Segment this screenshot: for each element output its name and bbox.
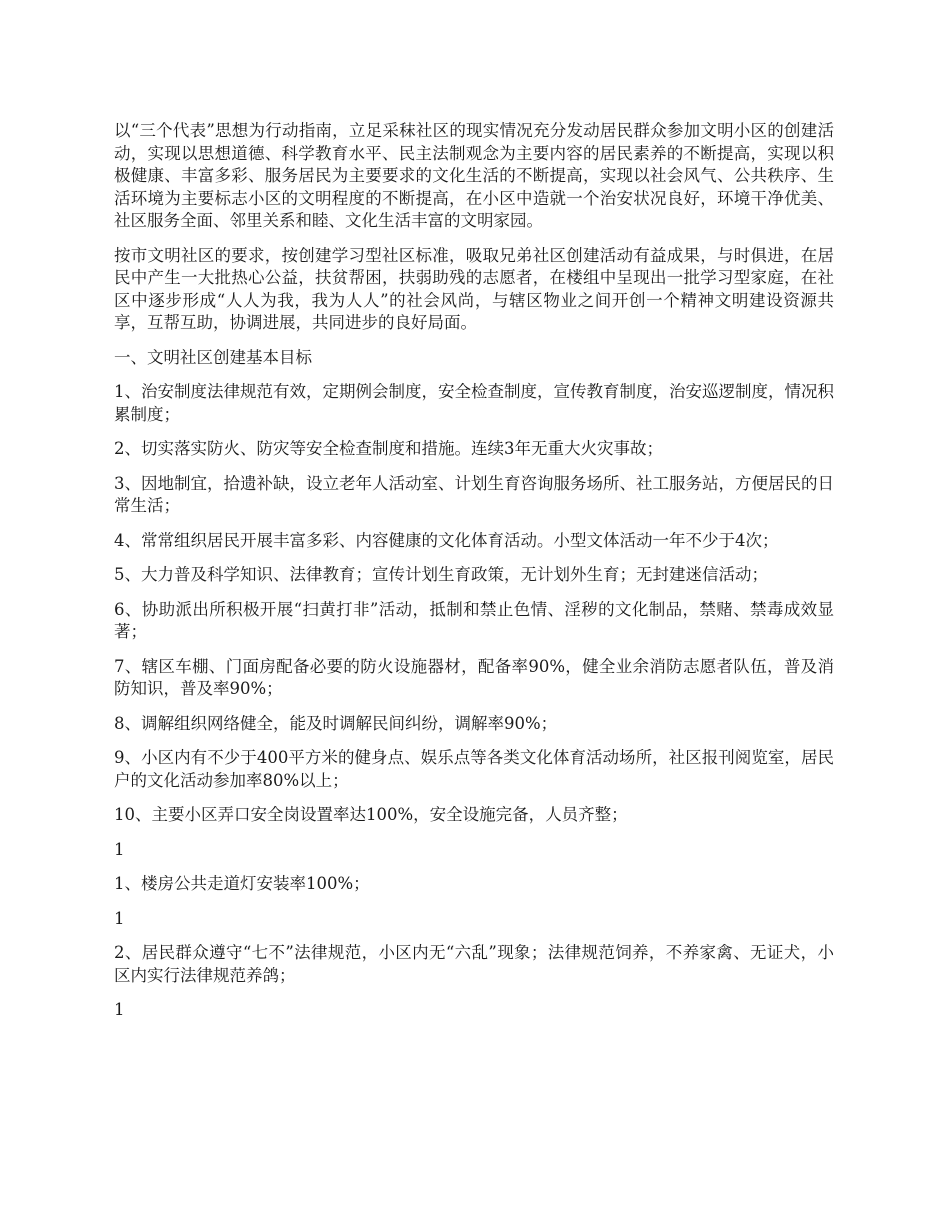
- stray-number: 1: [114, 1000, 125, 1019]
- list-item: 10、主要小区弄口安全岗设置率达100%，安全设施完备，人员齐整；: [114, 805, 628, 824]
- list-item: 2、居民群众遵守“七不”法律规范，小区内无“六乱”现象；法律规范饲养，不养家禽、无证犬，小区内实行法律规范养鸽；: [114, 943, 834, 985]
- list-item: 1、楼房公共走道灯安装率100%；: [114, 874, 370, 893]
- list-item: 7、辖区车棚、门面房配备必要的防火设施器材，配备率90%，健全业余消防志愿者队伍，普及消防知识，普及率90%；: [114, 656, 834, 698]
- intro-paragraph: 以“三个代表”思想为行动指南，立足采秣社区的现实情况充分发动居民群众参加文明小区的创建活动，实现以思想道德、科学教育水平、民主法制观念为主要内容的居民素养的不断提高，实现以积极健康、丰富多彩、服务居民为主要要求的文化生活的不断提高，实现以社会风气、公共秩序、生活环境为主要标志小区的文明程度的不断提高，在小区中造就一个治安状况良好，环境干净优美、社区服务全面、邻里关系和睦、文化生活丰富的文明家园。: [114, 121, 834, 230]
- list-item: 5、大力普及科学知识、法律教育；宣传计划生育政策，无计划外生育；无封建迷信活动；: [114, 565, 768, 584]
- list-item: 2、切实落实防火、防灾等安全检查制度和措施。连续3年无重大火灾事故；: [114, 439, 663, 458]
- list-item: 4、常常组织居民开展丰富多彩、内容健康的文化体育活动。小型文体活动一年不少于4次；: [114, 530, 779, 550]
- list-item: 6、协助派出所积极开展“扫黄打非”活动，抵制和禁止色情、淫秽的文化制品，禁赌、禁毒成效显著；: [114, 599, 834, 641]
- list-item: 3、因地制宜，拾遗补缺，设立老年人活动室、计划生育咨询服务场所、社工服务站，方便居民的日常生活；: [114, 473, 834, 515]
- list-item: 8、调解组织网络健全，能及时调解民间纠纷，调解率90%；: [114, 713, 558, 733]
- document-body: [114, 120, 834, 1034]
- stray-number: 1: [114, 908, 125, 928]
- stray-number: 1: [114, 839, 125, 859]
- section-heading: 一、文明社区创建基本目标: [114, 347, 312, 367]
- list-item: 1、治安制度法律规范有效，定期例会制度，安全检查制度，宣传教育制度，治安巡逻制度，情况积累制度；: [114, 382, 834, 424]
- list-item: 9、小区内有不少于400平方米的健身点、娱乐点等各类文化体育活动场所，社区报刊阅览室，居民户的文化活动参加率80%以上；: [114, 748, 834, 790]
- requirements-paragraph: 按市文明社区的要求，按创建学习型社区标准，吸取兄弟社区创建活动有益成果，与时俱进，在居民中产生一大批热心公益，扶贫帮困，扶弱助残的志愿者，在楼组中呈现出一批学习型家庭，在社区中逐步形成“人人为我，我为人人”的社会风尚，与辖区物业之间开创一个精神文明建设资源共享，互帮互助，协调进展，共同进步的良好局面。: [114, 245, 834, 332]
